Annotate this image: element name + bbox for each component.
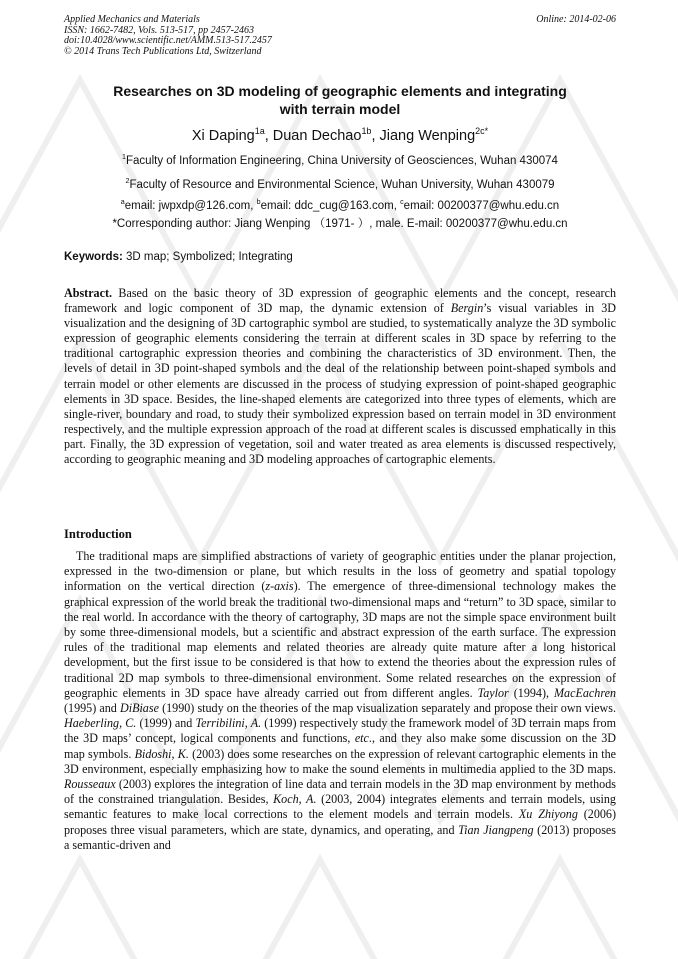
author-name: Xi Daping [191,128,255,144]
affiliation-superscript: 2 [125,177,130,186]
intro-text: (1990) study on the theories of the map visualization separately and propose their own views. [158,701,616,716]
author-superscript: 1b [361,126,372,137]
affiliation-2 [64,179,616,191]
citation-italic: Terribilini, A. [195,716,262,731]
intro-text: (2003) does some researches on the expression of relevant cartographic elements in the 3D environment, especially emphasizing how to make the sound elements in multimedia applied to the 3D maps. [64,746,617,776]
affiliation-superscript: 1 [122,153,127,162]
introduction-heading: Introduction [64,527,132,541]
author-name: Jiang Wenping [379,128,476,144]
corresponding-author: *Corresponding author: Jiang Wenping （1971- ）, male. E-mail: 00200377@whu.edu.cn [112,218,568,230]
email-a: email: jwpxdp@126.com, [124,200,257,212]
keywords-text: 3D map; Symbolized; Integrating [122,251,293,263]
citation-italic: Rousseaux [64,777,116,792]
author-list: Xi Daping$^{1a}$, Duan Dechao$^{1b}$, Jiang Wenping$^{2c*}$ [191,126,489,144]
intro-italic: etc [354,731,369,746]
citation-italic: MacEachren [553,685,616,700]
intro-text: (2013) proposes a semantic-driven and [64,822,616,852]
intro-text: ., and they also make some discussion on the 3D map symbols. [64,731,616,761]
intro-italic: z-axis [265,579,294,594]
author-superscript: 1a [254,126,265,137]
online-date: Online: 2014-02-06 [536,14,616,25]
intro-text: (2003, 2004) integrates elements and terrain models, using semantic features to make local corrections to the element models and terrain models. [64,792,616,822]
intro-text: (2006) proposes three visual parameters, which are state, dynamics, and operating, and [64,807,616,837]
keywords-label: Keywords: [64,251,123,263]
email-superscript: c [400,198,404,207]
email-superscript: b [256,198,261,207]
paper-title [64,82,616,118]
doi-line: doi:10.4028/www.scientific.net/AMM.513-517.2457 [64,35,272,46]
abstract-text: ’s visual variables in 3D visualization and the designing of 3D cartographic symbol are studied, to systematically analyze the 3D symbolic expression of geographic elements considering the terrain at different scales in 3D space by referring to the traditional cartographic expression theories and combining the characteristics of 3D environment. Then, the levels of detail in 3D point-shaped symbols and the deal of the relationship between point-shaped symbols and terrain model or other elements are discussed in the process of studying expression of point-shaped geographic elements in 3D space. Besides, the line-shaped elements are categorized into three types of elements, which are single-river, boundary and road, to study their symbolized expression based on terrain model in 3D environment respectively, and the multiple expression approach of the road at different scales is discussed emphatically in this part. Finally, the 3D expression of vegetation, soil and water treated as area elements is discussed respectively, according to geographic meaning and 3D modeling approaches of cartographic elements. [64,301,616,467]
title-line-1: Researches on 3D modeling of geographic elements and integrating [113,83,567,99]
intro-text: The traditional maps are simplified abstractions of variety of geographic entities under the planar projection, expressed in the two-dimension or plane, but which results in the loss of geometry and spatial topology information on the vertical direction ( [64,549,616,594]
citation-italic: Xu Zhiyong [518,807,578,822]
copyright-line: © 2014 Trans Tech Publications Ltd, Switzerland [64,45,262,57]
email-b: email: ddc_cug@163.com, [260,200,401,212]
citation-italic: Koch, A. [273,792,317,807]
email-line [64,200,616,212]
affiliation-text: Faculty of Information Engineering, China University of Geosciences, Wuhan 430074 [126,155,558,167]
citation-italic: DiBiase [119,701,159,716]
abstract-italic: Bergin [450,301,484,316]
intro-text: (1999) and [136,716,196,731]
keywords-line [64,251,293,263]
affiliation-text: Faculty of Resource and Environmental Science, Wuhan University, Wuhan 430079 [129,179,555,191]
intro-text: (1995) and [64,701,120,716]
intro-text: (1999) respectively study the framework model of 3D terrain maps from the 3D maps’ concept, logical components and functions, [64,716,617,746]
citation-italic: Bidoshi, K. [134,746,189,761]
journal-header [64,15,616,57]
citation-italic: Taylor [477,685,509,700]
abstract-label: Abstract. [64,286,113,300]
intro-text: (1994), [508,685,554,700]
email-c: email: 00200377@whu.edu.cn [403,200,560,212]
intro-text: ). The emergence of three-dimensional technology makes the graphical expression of the world break the traditional two-dimensional maps and “return” to 3D space, similar to the real world. In accordance with the theory of cartography, 3D maps are not the simple space environment built by some three-dimensional models, but a scientific and abstract expression of the earth surface. The expression rules of the traditional map elements and related theories are already quite mature after a long historical development, but the first issue to be considered is that how to extend the theories about the expression rules of traditional 2D map symbols to three-dimensional environment. Some related researches on the expression of geographic elements in 3D space have already carried out from different angles. [64,579,616,700]
citation-italic: Haeberling, C. [64,716,137,731]
email-superscript: a [120,198,125,207]
abstract-paragraph [64,286,616,467]
affiliation-1 [64,155,616,167]
abstract-text: Based on the basic theory of 3D expression of geographic elements and the concept, research framework and logic component of 3D map, the dynamic extension of [64,286,616,316]
journal-name: Applied Mechanics and Materials [64,14,200,25]
issn-line: ISSN: 1662-7482, Vols. 513-517, pp 2457-2463 [64,24,254,36]
introduction-paragraph [64,549,616,853]
title-line-2: with terrain model [279,101,401,117]
author-name: Duan Dechao [272,128,362,144]
intro-text: (2003) explores the integration of line data and terrain models in the 3D map environment by methods of the constrained triangulation. Besides, [64,777,616,807]
citation-italic: Tian Jiangpeng [458,822,534,837]
author-superscript: 2c* [475,126,489,137]
